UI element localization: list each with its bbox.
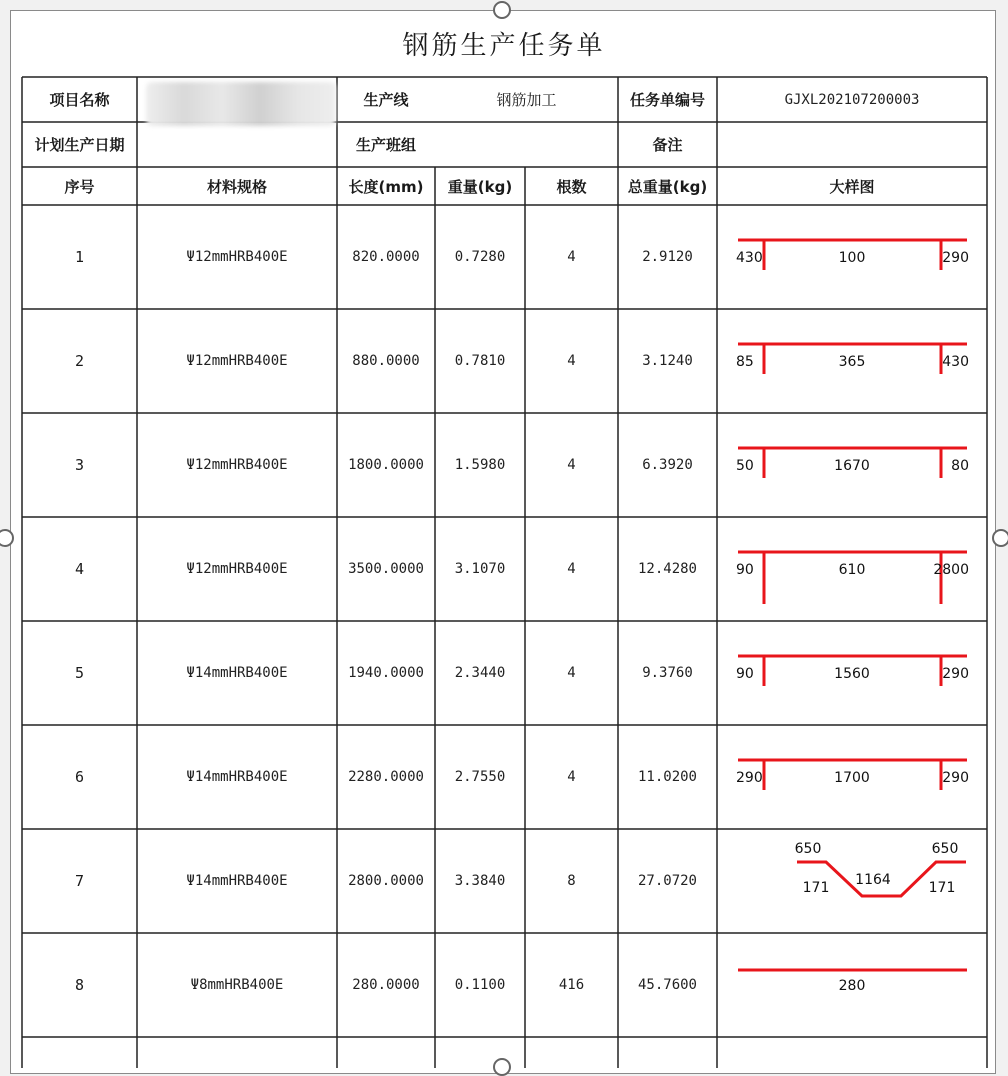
row-8-total: 45.7600 [637,977,697,993]
row-6-total: 11.0200 [637,769,697,785]
row-3-sketch-left-dim: 50 [736,458,754,474]
row-6-weight: 2.7550 [454,769,506,785]
plan-date-label: 计划生产日期 [34,136,125,154]
row-3-total: 6.3920 [642,457,693,473]
row-1-weight: 0.7280 [454,249,506,265]
row-2-length: 880.0000 [352,353,420,369]
row-5-length: 1940.0000 [348,665,424,681]
row-6-sketch-right-dim: 290 [942,770,969,786]
row-5-sketch-right-dim: 290 [942,666,969,682]
row-7-sketch-top-right-dim: 650 [931,841,959,857]
row-4-sketch-left-dim: 90 [736,562,754,578]
row-4-length: 3500.0000 [348,561,424,577]
row-6-sketch-left-dim: 290 [736,770,763,786]
row-4-weight: 3.1070 [454,561,506,577]
row-6-count: 4 [567,769,576,785]
col-header-spec: 材料规格 [206,177,267,196]
row-6-no: 6 [74,768,85,786]
row-3-sketch-mid-dim: 1670 [834,458,870,474]
row-4-count: 4 [567,561,576,577]
row-1-no: 1 [74,248,85,266]
row-4-no: 4 [74,560,85,578]
row-4-sketch-right-dim: 2800 [933,562,969,578]
row-7-sketch-slope-right-dim: 171 [928,880,956,896]
row-7-total: 27.0720 [637,873,697,889]
row-6-sketch-mid-dim: 1700 [834,770,870,786]
row-2-total: 3.1240 [642,353,693,369]
row-5-spec: Ψ14mmHRB400E [186,665,288,681]
row-7-weight: 3.3840 [454,873,506,889]
row-5-count: 4 [567,665,576,681]
col-header-weight: 重量(kg) [447,177,513,196]
production-line-label: 生产线 [363,91,409,109]
row-2-no: 2 [74,352,85,370]
row-4-spec: Ψ12mmHRB400E [186,561,288,577]
row-1-length: 820.0000 [352,249,420,265]
col-header-no: 序号 [64,177,95,196]
row-7-no: 7 [74,872,85,890]
production-line-value: 钢筋加工 [496,91,557,109]
task-no-value: GJXL202107200003 [784,91,920,108]
row-1-total: 2.9120 [642,249,693,265]
row-3-sketch-right-dim: 80 [951,458,969,474]
row-2-count: 4 [567,353,576,369]
row-6-length: 2280.0000 [348,769,424,785]
row-7-spec: Ψ14mmHRB400E [186,873,288,889]
row-2-spec: Ψ12mmHRB400E [186,353,288,369]
row-3-count: 4 [567,457,576,473]
row-5-weight: 2.3440 [454,665,506,681]
row-1-sketch-mid-dim: 100 [838,250,866,266]
row-8-weight: 0.1100 [454,977,506,993]
row-3-weight: 1.5980 [454,457,506,473]
row-8-sketch-mid-dim: 280 [838,978,866,994]
row-2-weight: 0.7810 [454,353,506,369]
row-1-sketch-right-dim: 290 [942,250,969,266]
row-1-sketch-left-dim: 430 [736,250,763,266]
row-2-sketch-mid-dim: 365 [838,354,866,370]
row-7-length: 2800.0000 [348,873,424,889]
remark-label: 备注 [652,136,683,154]
row-5-total: 9.3760 [642,665,693,681]
row-7-sketch-top-left-dim: 650 [794,841,822,857]
task-no-label: 任务单编号 [629,91,705,109]
row-6-spec: Ψ14mmHRB400E [186,769,288,785]
row-1-spec: Ψ12mmHRB400E [186,249,288,265]
row-3-no: 3 [74,456,85,474]
col-header-length: 长度(mm) [348,177,424,196]
row-8-spec: Ψ8mmHRB400E [190,977,284,993]
row-2-sketch-right-dim: 430 [942,354,969,370]
row-7-count: 8 [567,873,576,889]
project-name-label: 项目名称 [49,91,110,109]
row-8-length: 280.0000 [352,977,420,993]
col-header-total: 总重量(kg) [627,177,708,196]
row-8-count: 416 [558,977,585,993]
page-title: 钢筋生产任务单 [402,31,606,61]
row-3-spec: Ψ12mmHRB400E [186,457,288,473]
row-7-sketch-slope-left-dim: 171 [802,880,830,896]
row-5-sketch-left-dim: 90 [736,666,754,682]
col-header-count: 根数 [556,177,587,196]
col-header-sketch: 大样图 [829,177,875,196]
row-3-length: 1800.0000 [348,457,424,473]
row-4-sketch-mid-dim: 610 [838,562,866,578]
row-8-no: 8 [74,976,85,994]
row-2-sketch-left-dim: 85 [736,354,754,370]
row-5-sketch-mid-dim: 1560 [834,666,870,682]
row-1-count: 4 [567,249,576,265]
row-4-total: 12.4280 [637,561,697,577]
row-7-sketch-bottom-dim: 1164 [855,872,891,888]
team-label: 生产班组 [355,136,416,154]
row-5-no: 5 [74,664,85,682]
